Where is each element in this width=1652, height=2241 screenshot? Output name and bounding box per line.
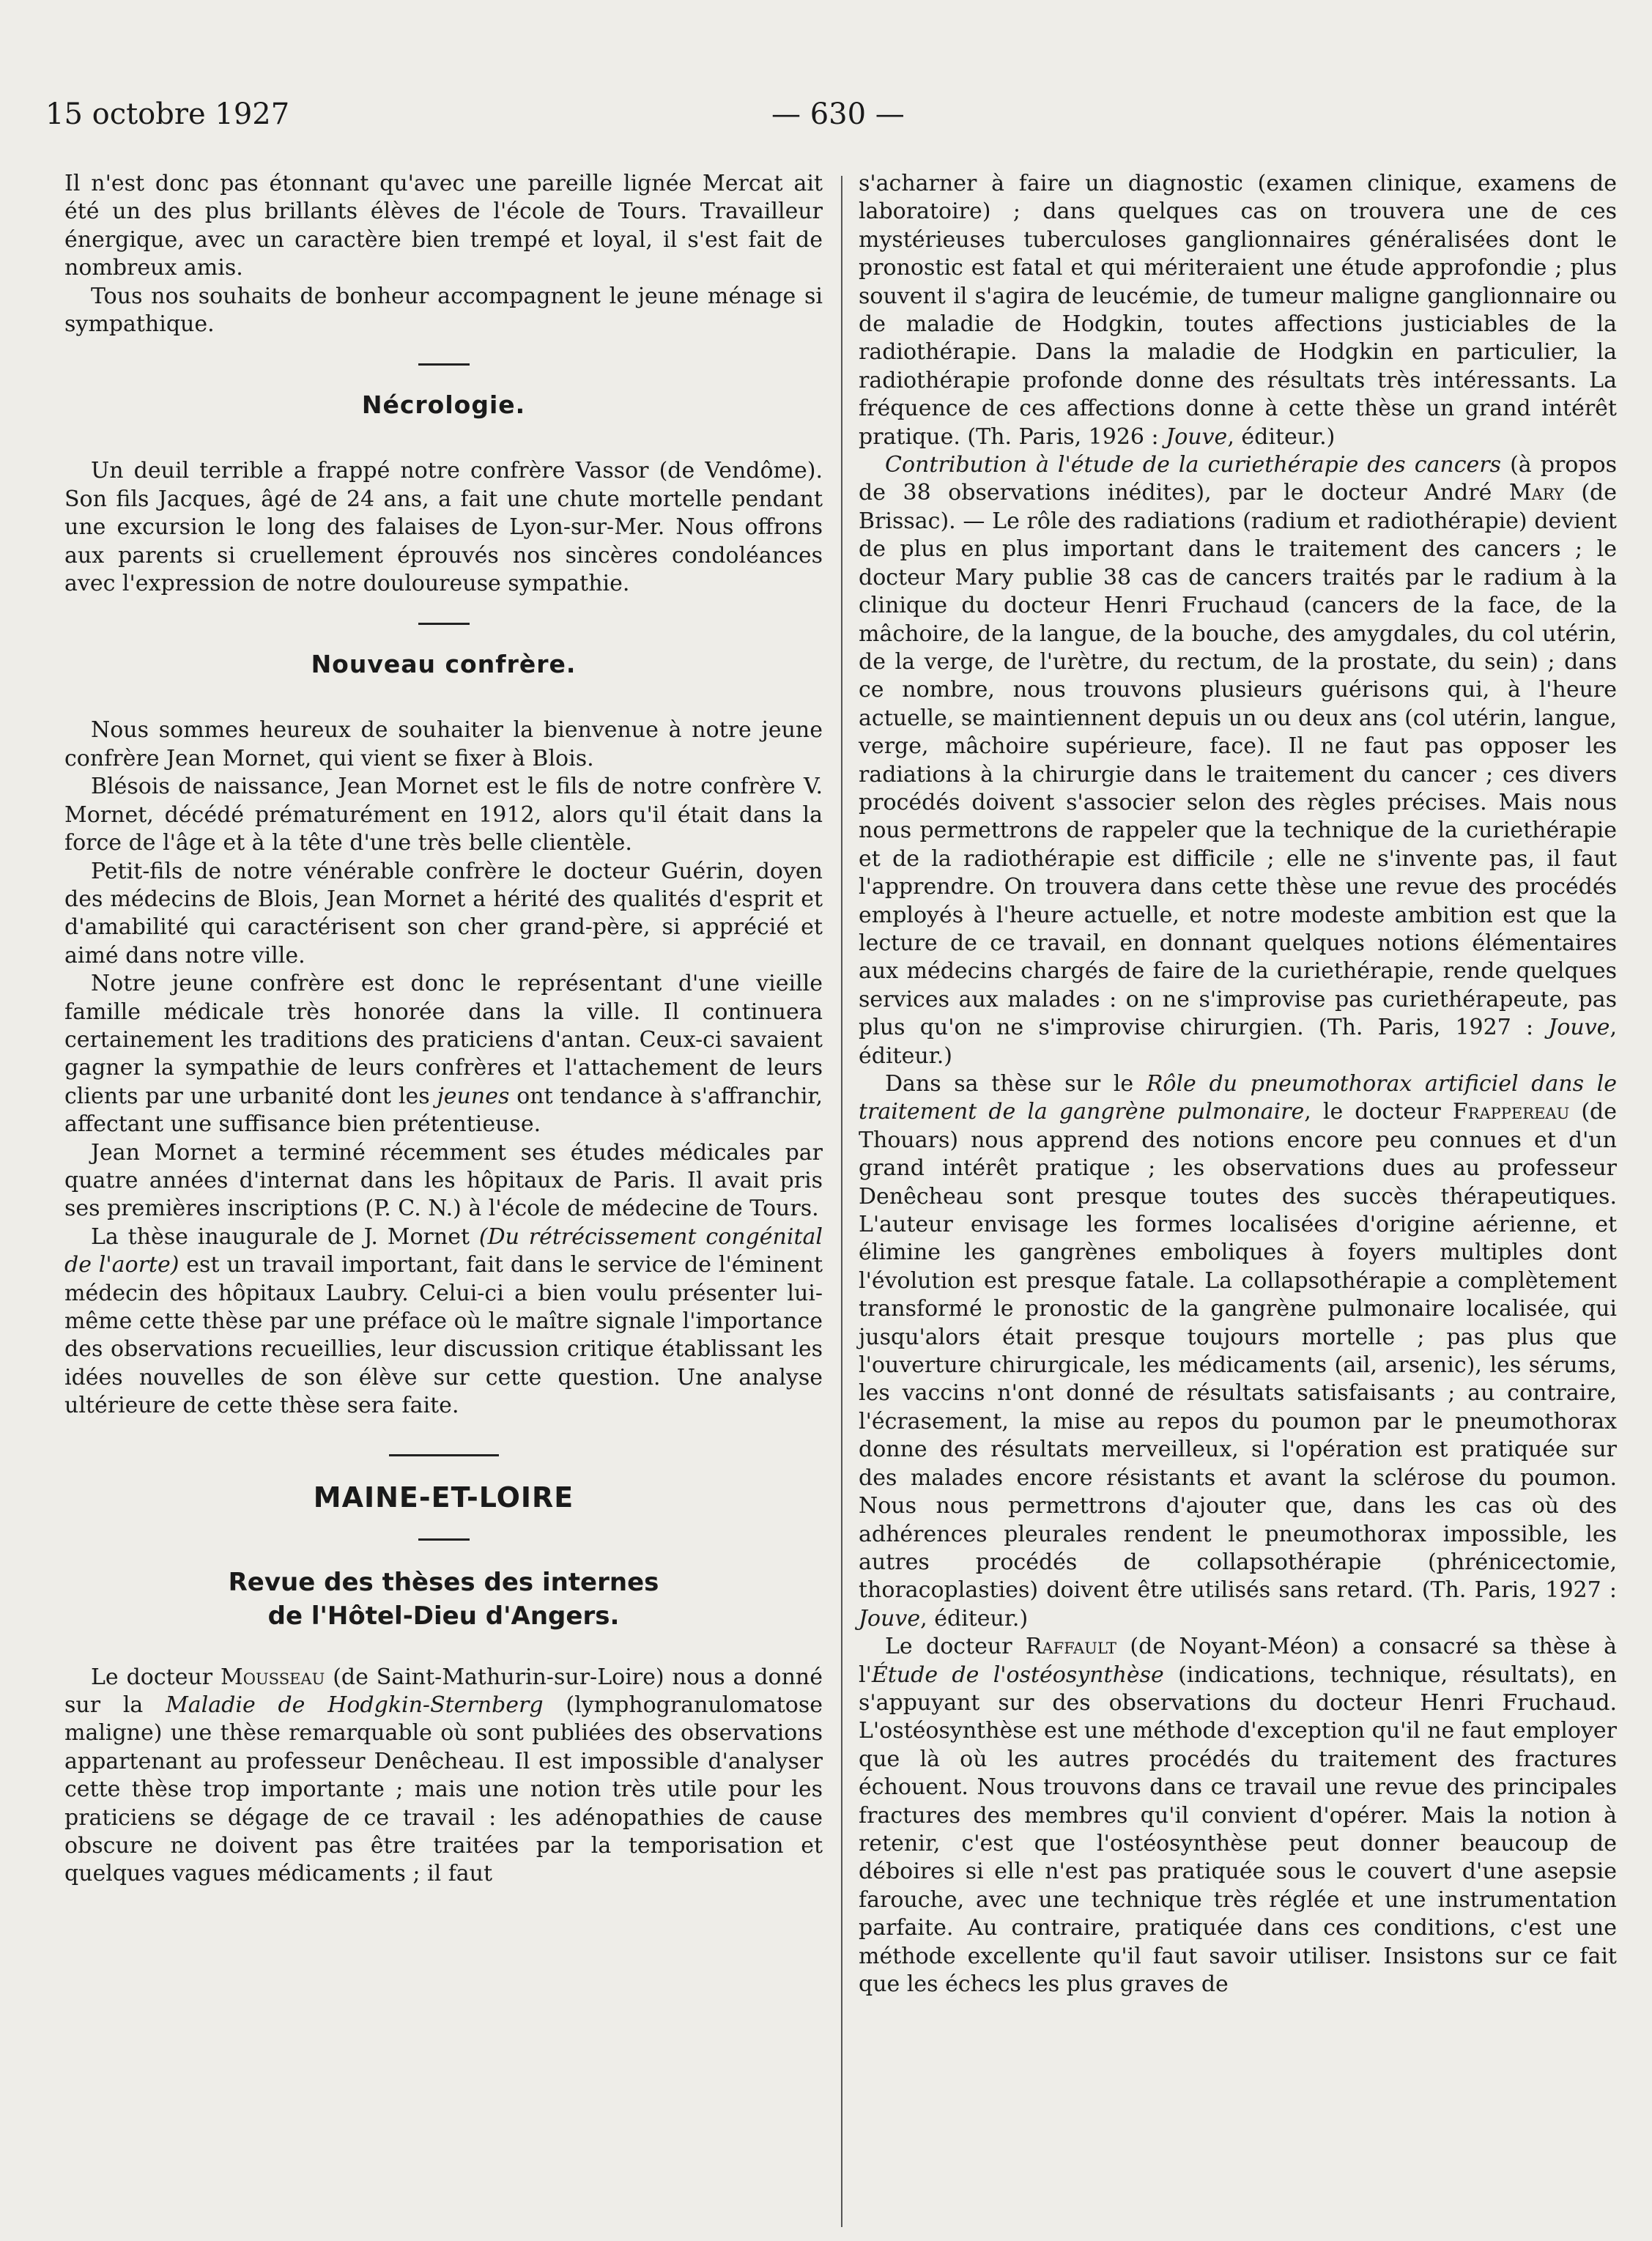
paragraph-welcome: Nous sommes heureux de souhaiter la bienvenue à notre jeune confrère Jean Mornet, qui vient se fixer à Blois. (64, 717, 823, 771)
text-run: (de Noyant-Méon) a consacré sa thèse à l' (859, 1634, 1617, 1688)
paragraph-petit-fils: Petit-fils de notre vénérable confrère le docteur Guérin, doyen des médecins de Blois, Jean Mornet a hérité des qualités d'esprit et d'amabilité qui caractérisent son cher grand-père, si apprécié et aimé dans notre ville. (64, 858, 823, 968)
paragraph-curietherapie (859, 451, 1617, 1070)
author-name: Raffault (1025, 1634, 1117, 1660)
paragraph-blesois: Blésois de naissance, Jean Mornet est le fils de notre confrère V. Mornet, décédé prématurément en 1912, alors qu'il était dans la force de l'âge et à la tête d'une très belle clientèle. (64, 774, 823, 856)
author-name: Frappereau (1452, 1099, 1570, 1125)
paragraph-mercat: Il n'est donc pas étonnant qu'avec une pareille lignée Mercat ait été un des plus brillants élèves de l'école de Tours. Travailleur énergique, avec un caractère bien trempé et loyal, il s'est fait de nombreux amis. (64, 171, 823, 281)
text-run: (à propos de 38 observations inédites), par le docteur André (859, 452, 1617, 506)
text-run: Notre jeune confrère est donc le représentant d'une vieille famille médicale très honorée dans la ville. Il continuera certainement les traditions des praticiens d'antan. Ceux-ci savaient gagner la sympathie de leurs confrères et l'attachement de leurs clients par une urbanité dont les (64, 971, 823, 1109)
paragraph-osteosynthese (859, 1633, 1617, 1999)
text-run: , éditeur.) (920, 1605, 1029, 1631)
text-run: Le docteur (91, 1664, 221, 1690)
text-run: (de Thouars) nous apprend des notions encore peu connues et d'un grand intérêt pratique ; les observations dues au professeur Denêcheau sont presque toutes des succès thérapeutiques. L'auteur envisage les formes localisées d'origine aérienne, et élimine les gangrènes emboliques à foyers multiples dont l'évolution est presque fatale. La collapsothérapie a complètement transformé le pronostic de la gangrène pulmonaire localisée, qui jusqu'alors était presque toujours mortelle ; pas plus que l'ouverture chirurgicale, les médicaments (ail, arsenic), les sérums, les vaccins n'ont donné de résultats satisfaisants ; au contraire, l'écrasement, la mise au repos du poumon par le pneumothorax donne des résultats merveilleux, si l'opération est pratiquée sur des malades encore résistants et avant la sclérose du poumon. Nous nous permettrons d'ajouter que, dans les cas où des adhérences pleurales rendent le pneumothorax impossible, les autres procédés de collapsothérapie (phrénicectomie, thoracoplasties) doivent être utilisés sans retard. (Th. Paris, 1927 : (859, 1099, 1617, 1604)
text-run: (lymphogranulomatose maligne) une thèse remarquable où sont publiées des observations appartenant au professeur Denêcheau. Il est impossible d'analyser cette thèse trop importante ; mais une notion très utile pour les praticiens se dégage de ce travail : les adénopathies de cause obscure ne doivent pas être traitées par la temporisation et quelques vagues médicaments ; il faut (64, 1692, 823, 1887)
column-rule (841, 176, 842, 2227)
text-run: , éditeur.) (1227, 423, 1336, 450)
text-run: (indications, technique, résultats), en s'appuyant sur des observations du docteur Henri Fruchaud. L'ostéosynthèse est une méthode d'exception qu'il ne faut employer que là où les autres procédés du traitement des fractures échouent. Nous trouvons dans ce travail une revue des principales fractures des membres qu'il convient d'opérer. Mais la notion à retenir, c'est que l'ostéosynthèse peut donner beaucoup de déboires si elle n'est pas pratiquée sous le couvert d'une asepsie farouche, avec une technique très réglée et une instrumentation parfaite. Au contraire, pratiquée dans ces conditions, c'est une méthode excellente qu'il faut savoir utiliser. Insistons sur ce fait que les échecs les plus graves de (859, 1662, 1617, 1997)
section-divider (418, 363, 470, 366)
paragraph-necrologie: Un deuil terrible a frappé notre confrère Vassor (de Vendôme). Son fils Jacques, âgé de 24 ans, a fait une chute mortelle pendant une excursion le long des falaises de Lyon-sur-Mer. Nous offrons aux parents si cruellement éprouvés nos sincères condoléances avec l'expression de notre douloureuse sympathie. (64, 458, 823, 597)
italic-run: Étude de l'ostéosynthèse (871, 1662, 1164, 1688)
text-run: , éditeur.) (859, 1015, 1617, 1069)
text-run: est un travail important, fait dans le service de l'éminent médecin des hôpitaux Laubry. Celui-ci a bien voulu présenter lui-même cette thèse par une préface où le maître signale l'importance des observations recueillies, leur discussion critique établissant les idées nouvelles de son élève sur cette question. Une analyse ultérieure de cette thèse sera faite. (64, 1252, 823, 1419)
heading-revue-des-theses (64, 1566, 823, 1633)
section-divider (418, 1538, 470, 1541)
heading-line: de l'Hôtel-Dieu d'Angers. (267, 1601, 620, 1631)
author-name: Mary (1508, 480, 1564, 506)
heading-necrologie: Nécrologie. (361, 390, 526, 420)
italic-run: Jouve (859, 1605, 921, 1631)
paragraph-hodgkin-continued (859, 170, 1617, 451)
italic-run: Jouve (1166, 423, 1228, 450)
italic-run: Rôle du pneumothorax artificiel dans le traitement de la gangrène pulmonaire (859, 1071, 1617, 1125)
text-run: Dans sa thèse sur le (885, 1071, 1147, 1097)
paragraph-these-mornet (64, 1223, 823, 1420)
paragraph-famille (64, 970, 823, 1138)
italic-run: Jouve (1548, 1015, 1610, 1041)
text-run: (de Brissac). — Le rôle des radiations (radium et radiothérapie) devient de plus en plus important dans le traitement des cancers ; le docteur Mary publie 38 cas de cancers traités par le radium à la clinique du docteur Henri Fruchaud (cancers de la face, de la mâchoire, de la langue, de la bouche, des amygdales, du col utérin, de la verge, de l'urètre, du rectum, de la prostate, du sein) ; dans ce nombre, nous trouvons plusieurs guérisons qui, à l'heure actuelle, se maintiennent depuis un ou deux ans (col utérin, langue, verge, mâchoire supérieure, face). Il ne faut pas opposer les radiations à la chirurgie dans le traitement du cancer ; ces divers procédés doivent s'associer selon des règles précises. Mais nous nous permettrons de rappeler que la technique de la curiethérapie et de la radiothérapie est difficile ; elle ne s'invente pas, il faut l'apprendre. On trouvera dans cette thèse une revue des procédés employés à l'heure actuelle, et notre modeste ambition est que la lecture de ce travail, en donnant quelques notions élémentaires aux médecins chargés de faire de la curiethérapie, rende quelques services aux malades : on ne s'improvise pas curiethérapeute, pas plus qu'on ne s'improvise chirurgien. (Th. Paris, 1927 : (859, 480, 1617, 1041)
paragraph-mousseau (64, 1664, 823, 1889)
paragraph-pneumothorax (859, 1070, 1617, 1633)
text-run: s'acharner à faire un diagnostic (examen clinique, examens de laboratoire) ; dans quelques cas on trouvera une de ces mystérieuses tuberculoses ganglionnaires généralisées dont le pronostic est fatal et qui mériteraient une étude approfondie ; plus souvent il s'agira de leucémie, de tumeur maligne ganglionnaire ou de maladie de Hodgkin, toutes affections justiciables de la radiothérapie. Dans la maladie de Hodgkin en particulier, la radiothérapie profonde donne des résultats très intéressants. La fréquence de ces affections donne à cette thèse un grand intérêt pratique. (Th. Paris, 1926 : (859, 171, 1617, 450)
text-run: ont tendance à s'affranchir, affectant une suffisance bien prétentieuse. (64, 1083, 823, 1138)
heading-line: Revue des thèses des internes (228, 1567, 659, 1597)
text-run: La thèse inaugurale de J. Mornet (91, 1223, 479, 1250)
left-column (64, 170, 823, 1889)
paragraph-internat: Jean Mornet a terminé récemment ses études médicales par quatre années d'internat dans les hôpitaux de Paris. Il avait pris ses premières inscriptions (P. C. N.) à l'école de médecine de Tours. (64, 1139, 823, 1222)
italic-run: Contribution à l'étude de la curiethérapie des cancers (885, 452, 1501, 478)
text-run: , le docteur (1304, 1099, 1453, 1125)
heading-nouveau-confrere: Nouveau confrère. (311, 650, 577, 679)
italic-run: Maladie de Hodgkin-Sternberg (166, 1692, 544, 1719)
section-divider-wide (389, 1454, 499, 1456)
text-run: Le docteur (885, 1634, 1026, 1660)
text-run: (de Saint-Mathurin-sur-Loire) nous a donné sur la (64, 1664, 823, 1719)
italic-run: (Du rétrécissement congénital de l'aorte) (64, 1223, 823, 1278)
author-name: Mousseau (221, 1664, 325, 1690)
paragraph-wishes: Tous nos souhaits de bonheur accompagnent le jeune ménage si sympathique. (64, 283, 823, 338)
italic-run: jeunes (437, 1083, 510, 1109)
section-divider (418, 623, 470, 625)
header-page-number: — 630 — (771, 97, 905, 131)
heading-maine-et-loire: MAINE-ET-LOIRE (313, 1481, 574, 1514)
right-column (859, 170, 1617, 1999)
header-date: 15 octobre 1927 (45, 97, 290, 131)
